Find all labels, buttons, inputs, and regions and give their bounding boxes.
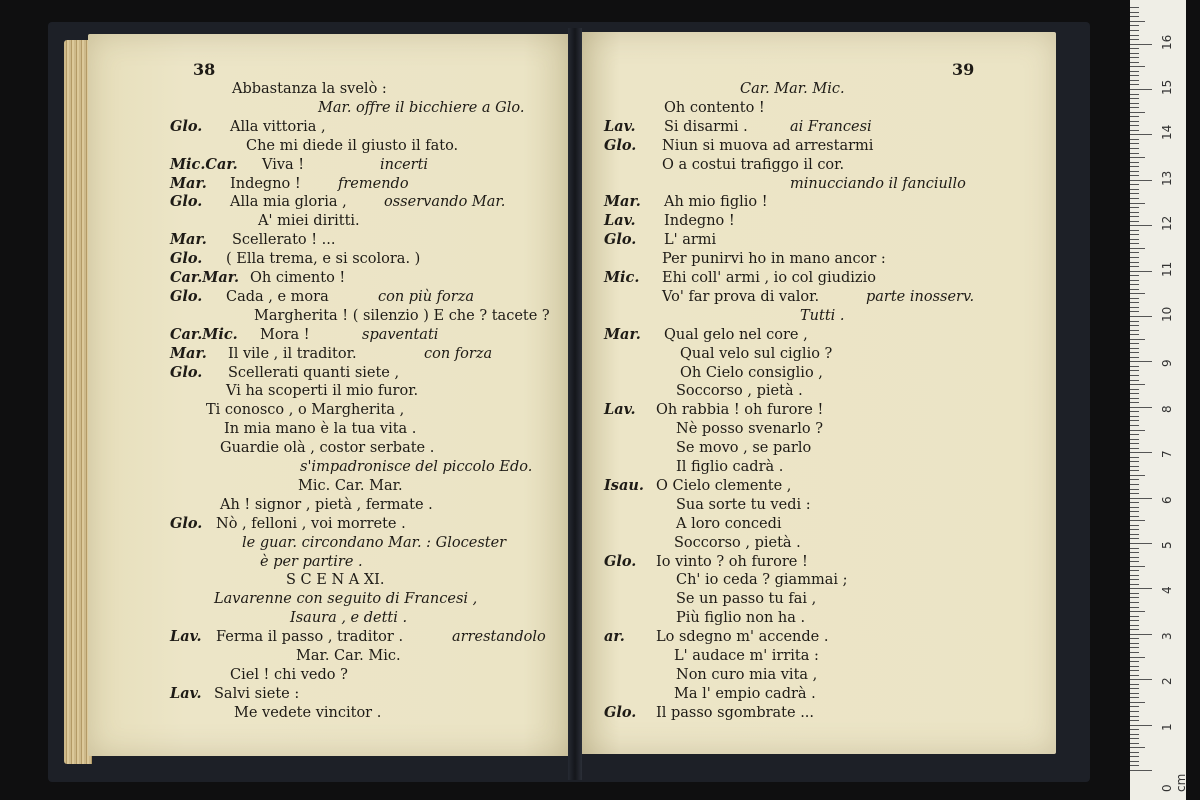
left-page-number: 38 — [193, 60, 216, 79]
verse-line: Più figlio non ha . — [676, 610, 806, 627]
ruler-tick — [1130, 298, 1139, 299]
verse-line: Isaura , e detti . — [290, 610, 408, 627]
speaker-label: Glo. — [170, 287, 203, 305]
ruler-tick — [1130, 761, 1139, 762]
verse-line: Car. Mar. Mic. — [740, 81, 845, 97]
ruler-number: 16 — [1160, 34, 1174, 50]
verse-line: O Cielo clemente , — [656, 477, 792, 494]
ruler-tick — [1130, 688, 1139, 689]
speaker-label: Car.Mar. — [170, 269, 240, 286]
speaker-label: Mar. — [170, 344, 207, 362]
verse-line: Soccorso , pietà . — [676, 383, 803, 400]
ruler-tick — [1130, 620, 1139, 621]
ruler-tick — [1130, 66, 1145, 67]
ruler-number: 0 cm — [1160, 773, 1188, 792]
book-spine — [568, 28, 582, 780]
verse-line: Viva ! — [262, 156, 305, 173]
ruler-tick — [1130, 657, 1145, 658]
speaker-label: Lav. — [604, 401, 636, 419]
ruler-tick — [1130, 134, 1152, 135]
ruler-tick — [1130, 234, 1139, 235]
verse-line: Vo' far prova di valor. — [662, 288, 820, 305]
ruler-tick — [1130, 411, 1139, 412]
ruler-tick — [1130, 343, 1139, 344]
ruler-tick — [1130, 257, 1139, 258]
verse-line: Che mi diede il giusto il fato. — [246, 137, 459, 154]
ruler-tick — [1130, 12, 1139, 13]
ruler-tick — [1130, 693, 1139, 694]
ruler-tick — [1130, 30, 1139, 31]
verse-line: Oh contento ! — [664, 99, 765, 116]
speaker-label: Mar. — [604, 325, 641, 343]
verse-line: è per partire . — [260, 553, 363, 570]
ruler-tick — [1130, 48, 1139, 49]
speaker-label: Lav. — [604, 117, 636, 135]
ruler-tick — [1130, 330, 1139, 331]
verse-line: Lavarenne con seguito di Francesi , — [214, 591, 478, 608]
speaker-label: Mar. — [170, 231, 207, 249]
ruler-tick — [1130, 430, 1145, 431]
verse-line: L' audace m' irrita : — [674, 648, 819, 664]
ruler-tick — [1130, 39, 1139, 40]
verse-line: Ehi coll' armi , io col giudizio — [662, 270, 876, 286]
ruler-tick — [1130, 157, 1145, 158]
ruler-tick — [1130, 171, 1139, 172]
ruler-tick — [1130, 334, 1139, 335]
ruler-number: 9 — [1160, 359, 1174, 368]
verse-line: O a costui trafiggo il cor. — [662, 156, 845, 173]
ruler-tick — [1130, 7, 1139, 8]
stage-direction: con più forza — [378, 288, 474, 305]
ruler-number: 10 — [1160, 306, 1174, 322]
stage-direction: parte inosserv. — [866, 288, 975, 305]
ruler-tick — [1130, 738, 1139, 739]
ruler-tick — [1130, 243, 1139, 244]
ruler-number: 12 — [1160, 215, 1174, 232]
ruler-tick — [1130, 184, 1139, 185]
ruler-tick — [1130, 525, 1139, 526]
ruler-number: 5 — [1160, 541, 1174, 549]
ruler-tick — [1130, 89, 1152, 90]
ruler-tick — [1130, 266, 1139, 267]
ruler-tick — [1130, 597, 1139, 598]
ruler-tick — [1130, 552, 1139, 553]
ruler-tick — [1130, 511, 1139, 512]
ruler-tick — [1130, 634, 1152, 635]
ruler-tick — [1130, 420, 1139, 421]
stage-direction: fremendo — [338, 175, 409, 192]
ruler-tick — [1130, 221, 1139, 222]
ruler-tick — [1130, 275, 1139, 276]
verse-line: Salvi siete : — [214, 685, 300, 702]
verse-line: Ma l' empio cadrà . — [674, 685, 816, 702]
ruler-tick — [1130, 321, 1139, 322]
ruler-tick — [1130, 716, 1139, 717]
ruler-tick — [1130, 725, 1152, 726]
verse-line: Mar. Car. Mic. — [296, 648, 401, 664]
speaker-label: Glo. — [170, 363, 203, 381]
ruler-tick — [1130, 357, 1139, 358]
speaker-label: Car.Mic. — [170, 325, 238, 343]
verse-line: S C E N A XI. — [286, 572, 385, 589]
verse-line: Sua sorte tu vedi : — [676, 496, 811, 513]
ruler-tick — [1130, 697, 1139, 698]
speaker-label: Glo. — [604, 552, 637, 570]
ruler-tick — [1130, 616, 1139, 617]
stage-direction: ai Francesi — [790, 118, 872, 135]
ruler-number: 8 — [1160, 405, 1174, 413]
ruler-tick — [1130, 706, 1139, 707]
ruler-tick — [1130, 643, 1139, 644]
ruler-tick — [1130, 538, 1139, 539]
ruler-tick — [1130, 534, 1139, 535]
ruler-tick — [1130, 25, 1139, 26]
verse-line: Oh cimento ! — [250, 270, 346, 286]
ruler-tick — [1130, 53, 1139, 54]
verse-line: Me vedete vincitor . — [234, 704, 382, 721]
verse-line: Vi ha scoperti il mio furor. — [226, 383, 419, 400]
ruler-tick — [1130, 466, 1139, 467]
ruler-tick — [1130, 116, 1139, 117]
speaker-label: Glo. — [170, 514, 203, 532]
verse-line: Il passo sgombrate ... — [656, 704, 815, 721]
verse-line: Scellerato ! ... — [232, 232, 336, 249]
ruler-tick — [1130, 457, 1139, 458]
verse-line: Soccorso , pietà . — [674, 534, 801, 551]
ruler-tick — [1130, 252, 1139, 253]
ruler-tick — [1130, 543, 1152, 544]
ruler-tick — [1130, 734, 1139, 735]
ruler-tick — [1130, 153, 1139, 154]
ruler-tick — [1130, 75, 1139, 76]
ruler-tick — [1130, 325, 1139, 326]
verse-line: Mora ! — [260, 326, 310, 343]
ruler-tick — [1130, 661, 1139, 662]
ruler-tick — [1130, 439, 1139, 440]
ruler-tick — [1130, 370, 1139, 371]
speaker-label: Mic.Car. — [170, 155, 238, 173]
ruler-tick — [1130, 98, 1139, 99]
ruler-tick — [1130, 352, 1139, 353]
ruler-tick — [1130, 103, 1139, 104]
ruler-tick — [1130, 21, 1145, 22]
verse-line: Cada , e mora — [226, 288, 329, 305]
ruler-tick — [1130, 175, 1139, 176]
stage-direction: spaventati — [362, 326, 439, 343]
ruler-tick — [1130, 212, 1139, 213]
ruler-tick — [1130, 71, 1139, 72]
speaker-label: Glo. — [170, 193, 203, 211]
ruler-tick — [1130, 198, 1139, 199]
verse-line: Nò , felloni , voi morrete . — [216, 515, 406, 532]
ruler-tick — [1130, 193, 1139, 194]
verse-line: Tutti . — [800, 307, 845, 324]
ruler-tick — [1130, 670, 1139, 671]
ruler-tick — [1130, 271, 1152, 272]
speaker-label: Glo. — [170, 250, 203, 268]
ruler-tick — [1130, 443, 1139, 444]
ruler-tick — [1130, 402, 1139, 403]
verse-line: Oh Cielo consiglio , — [680, 364, 823, 381]
ruler-number: 3 — [1160, 632, 1174, 640]
verse-line: Non curo mia vita , — [676, 666, 818, 683]
ruler-tick — [1130, 475, 1145, 476]
ruler-tick — [1130, 752, 1139, 753]
speaker-label: ar. — [604, 628, 625, 646]
verse-line: Mic. Car. Mar. — [298, 477, 403, 494]
ruler-tick — [1130, 756, 1139, 757]
ruler-tick — [1130, 316, 1152, 317]
verse-line: Niun si muova ad arrestarmi — [662, 137, 874, 154]
ruler-tick — [1130, 584, 1139, 585]
ruler-tick — [1130, 566, 1145, 567]
ruler-tick — [1130, 493, 1139, 494]
ruler-tick — [1130, 448, 1139, 449]
verse-line: Margherita ! ( silenzio ) E che ? tacete ? — [254, 307, 550, 324]
ruler-tick — [1130, 765, 1139, 766]
verse-line: Il vile , il traditor. — [228, 345, 357, 362]
ruler-tick — [1130, 125, 1139, 126]
verse-line: Ciel ! chi vedo ? — [230, 666, 348, 683]
verse-line: Abbastanza la svelò : — [232, 81, 387, 97]
ruler-tick — [1130, 611, 1145, 612]
ruler-tick — [1130, 593, 1139, 594]
verse-line: Alla vittoria , — [230, 118, 326, 135]
stage-direction: arrestandolo — [452, 629, 546, 646]
verse-line: Lo sdegno m' accende . — [656, 629, 829, 646]
verse-line: Alla mia gloria , — [230, 194, 347, 211]
ruler-tick — [1130, 239, 1139, 240]
stage-direction: con forza — [424, 345, 493, 362]
verse-line: Ferma il passo , traditor . — [216, 629, 404, 646]
right-page-number: 39 — [952, 60, 975, 79]
ruler-tick — [1130, 529, 1139, 530]
ruler-tick — [1130, 711, 1139, 712]
ruler-tick — [1130, 489, 1139, 490]
verse-line: A' miei diritti. — [258, 213, 360, 230]
verse-line: s'impadronisce del piccolo Edo. — [300, 459, 533, 475]
ruler-tick — [1130, 570, 1139, 571]
ruler-tick — [1130, 384, 1145, 385]
ruler-tick — [1130, 302, 1139, 303]
verse-line: Qual gelo nel core , — [664, 326, 808, 343]
ruler-tick — [1130, 548, 1139, 549]
ruler-tick — [1130, 607, 1139, 608]
ruler-number: 6 — [1160, 495, 1174, 504]
speaker-label: Glo. — [170, 117, 203, 135]
ruler-tick — [1130, 44, 1152, 45]
ruler-tick — [1130, 675, 1139, 676]
ruler-number: 2 — [1160, 677, 1174, 686]
ruler-number: 15 — [1160, 79, 1174, 95]
verse-line: Si disarmi . — [664, 118, 748, 135]
ruler-tick — [1130, 684, 1139, 685]
ruler-number: 7 — [1160, 450, 1174, 459]
verse-line: A loro concedi — [676, 515, 782, 532]
ruler-tick — [1130, 452, 1152, 453]
speaker-label: Lav. — [604, 212, 636, 230]
ruler-tick — [1130, 425, 1139, 426]
ruler-tick — [1130, 361, 1152, 362]
speaker-label: Isau. — [604, 476, 644, 494]
verse-line: In mia mano è la tua vita . — [224, 421, 417, 438]
ruler-tick — [1130, 143, 1139, 144]
ruler-tick — [1130, 416, 1139, 417]
verse-line: Indegno ! — [230, 175, 301, 192]
ruler-tick — [1130, 216, 1139, 217]
ruler-tick — [1130, 189, 1139, 190]
ruler-tick — [1130, 248, 1145, 249]
verse-line: Ah mio figlio ! — [664, 194, 768, 211]
ruler-tick — [1130, 507, 1139, 508]
ruler-tick — [1130, 502, 1139, 503]
speaker-label: Mar. — [604, 193, 641, 211]
speaker-label: Glo. — [604, 703, 637, 721]
ruler-tick — [1130, 148, 1139, 149]
ruler-tick — [1130, 366, 1139, 367]
speaker-label: Lav. — [170, 628, 202, 646]
ruler-tick — [1130, 720, 1139, 721]
verse-line: le guar. circondano Mar. : Glocester — [242, 534, 507, 551]
verse-line: Qual velo sul ciglio ? — [680, 345, 833, 362]
ruler-tick — [1130, 647, 1139, 648]
verse-line: Ch' io ceda ? giammai ; — [676, 572, 848, 589]
ruler-tick — [1130, 588, 1152, 589]
verse-line: Se un passo tu fai , — [676, 591, 817, 608]
speaker-label: Glo. — [604, 136, 637, 154]
ruler-tick — [1130, 284, 1139, 285]
ruler-tick — [1130, 203, 1145, 204]
ruler-tick — [1130, 262, 1139, 263]
stage-direction: osservando Mar. — [384, 194, 506, 211]
verse-line: Nè posso svenarlo ? — [676, 421, 823, 438]
ruler-tick — [1130, 638, 1139, 639]
ruler-tick — [1130, 162, 1139, 163]
ruler-tick — [1130, 398, 1139, 399]
verse-line: Ah ! signor , pietà , fermate . — [220, 496, 433, 513]
speaker-label: Mic. — [604, 269, 640, 286]
verse-line: Per punirvi ho in mano ancor : — [662, 251, 886, 268]
ruler-tick — [1130, 520, 1145, 521]
verse-line: Mar. offre il bicchiere a Glo. — [318, 99, 525, 116]
ruler-tick — [1130, 166, 1139, 167]
ruler-tick — [1130, 280, 1139, 281]
ruler-tick — [1130, 307, 1139, 308]
verse-line: Ti conosco , o Margherita , — [206, 402, 405, 419]
speaker-label: Mar. — [170, 174, 207, 192]
ruler-tick — [1130, 380, 1139, 381]
stage-direction: incerti — [380, 156, 429, 173]
ruler-tick — [1130, 743, 1139, 744]
ruler-tick — [1130, 652, 1139, 653]
ruler-tick — [1130, 348, 1139, 349]
ruler-tick — [1130, 121, 1139, 122]
verse-line: Indegno ! — [664, 213, 735, 230]
ruler-tick — [1130, 230, 1139, 231]
ruler-number: 11 — [1160, 261, 1174, 277]
ruler-tick — [1130, 516, 1139, 517]
ruler-tick — [1130, 770, 1152, 771]
ruler-number: 1 — [1160, 722, 1174, 731]
ruler-tick — [1130, 629, 1139, 630]
ruler-tick — [1130, 289, 1139, 290]
speaker-label: Lav. — [170, 684, 202, 702]
ruler-tick — [1130, 498, 1152, 499]
ruler-tick — [1130, 84, 1139, 85]
ruler-tick — [1130, 107, 1139, 108]
ruler-tick — [1130, 139, 1139, 140]
ruler-number: 4 — [1160, 586, 1174, 595]
ruler-tick — [1130, 557, 1139, 558]
verse-line: Io vinto ? oh furore ! — [656, 553, 808, 570]
ruler-tick — [1130, 625, 1139, 626]
ruler-tick — [1130, 225, 1152, 226]
ruler-tick — [1130, 461, 1139, 462]
speaker-label: Glo. — [604, 231, 637, 249]
ruler-tick — [1130, 729, 1139, 730]
verse-line: L' armi — [664, 232, 717, 249]
ruler-tick — [1130, 130, 1139, 131]
measurement-ruler — [1130, 0, 1186, 800]
ruler-tick — [1130, 389, 1139, 390]
ruler-tick — [1130, 112, 1145, 113]
ruler-tick — [1130, 57, 1139, 58]
ruler-number: 14 — [1160, 125, 1174, 141]
ruler-tick — [1130, 311, 1139, 312]
ruler-number: 13 — [1160, 170, 1174, 186]
ruler-tick — [1130, 702, 1145, 703]
ruler-tick — [1130, 484, 1139, 485]
ruler-tick — [1130, 575, 1139, 576]
ruler-tick — [1130, 180, 1152, 181]
ruler-tick — [1130, 679, 1152, 680]
ruler-tick — [1130, 62, 1139, 63]
ruler-tick — [1130, 207, 1139, 208]
ruler-tick — [1130, 375, 1139, 376]
ruler-tick — [1130, 35, 1139, 36]
verse-line: Se movo , se parlo — [676, 440, 812, 457]
ruler-tick — [1130, 339, 1145, 340]
ruler-tick — [1130, 393, 1139, 394]
ruler-tick — [1130, 479, 1139, 480]
ruler-tick — [1130, 666, 1139, 667]
verse-line: Il figlio cadrà . — [676, 459, 784, 475]
ruler-tick — [1130, 434, 1139, 435]
verse-line: ( Ella trema, e si scolora. ) — [226, 251, 421, 268]
ruler-tick — [1130, 470, 1139, 471]
ruler-tick — [1130, 80, 1139, 81]
ruler-tick — [1130, 579, 1139, 580]
ruler-tick — [1130, 16, 1139, 17]
ruler-tick — [1130, 602, 1139, 603]
ruler-tick — [1130, 407, 1152, 408]
ruler-tick — [1130, 293, 1145, 294]
verse-line: Oh rabbia ! oh furore ! — [656, 402, 824, 419]
verse-line: Scellerati quanti siete , — [228, 364, 400, 381]
verse-line: Guardie olà , costor serbate . — [220, 440, 435, 457]
ruler-tick — [1130, 94, 1139, 95]
ruler-tick — [1130, 561, 1139, 562]
verse-line: minucciando il fanciullo — [790, 175, 966, 192]
ruler-tick — [1130, 747, 1145, 748]
